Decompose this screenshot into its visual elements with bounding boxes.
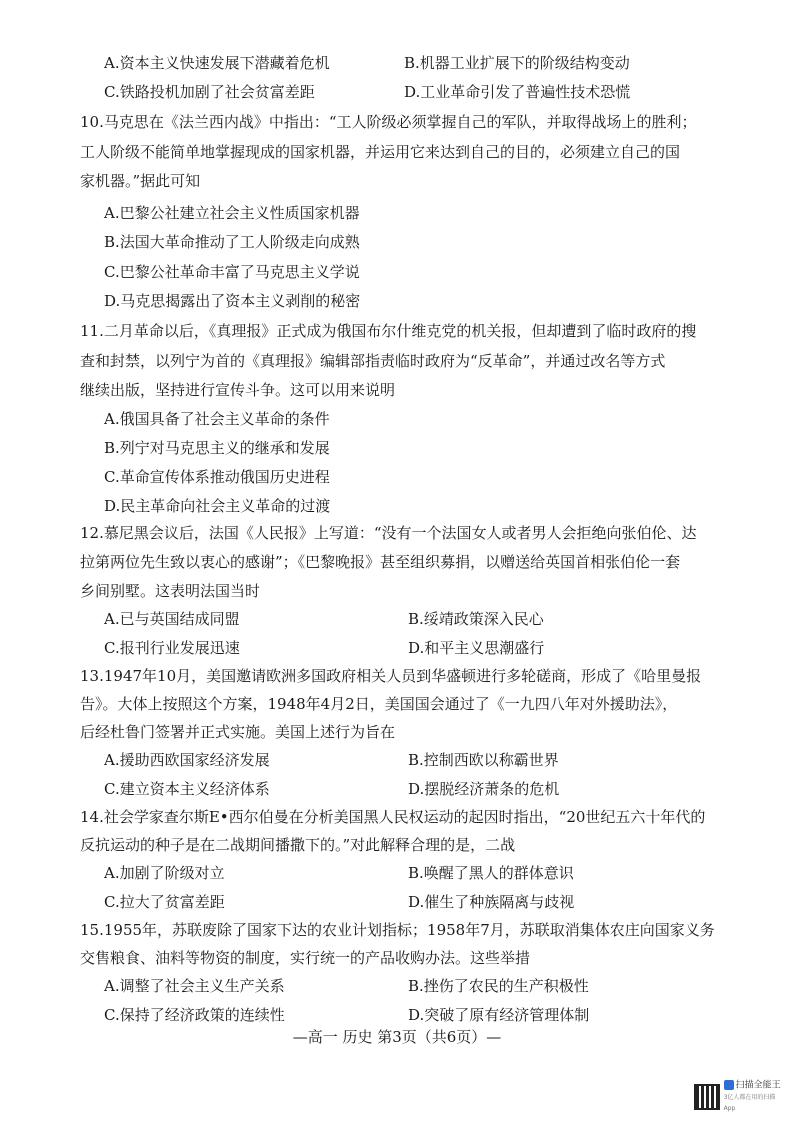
- q9-option-d: D.工业革命引发了普遍性技术恐慌: [404, 83, 631, 101]
- q12-option-a: A.已与英国结成同盟: [104, 610, 240, 628]
- q15-option-c: C.保持了经济政策的连续性: [104, 1006, 285, 1024]
- q13-stem-line-3: 后经杜鲁门签署并正式实施。美国上述行为旨在: [80, 723, 396, 741]
- scanner-badge-text: [724, 1080, 786, 1114]
- q13-option-a: A.援助西欧国家经济发展: [104, 751, 270, 769]
- q11-option-a: A.俄国具备了社会主义革命的条件: [104, 410, 330, 428]
- q12-option-b: B.绥靖政策深入民心: [408, 610, 544, 628]
- q10-option-d: D.马克思揭露出了资本主义剥削的秘密: [104, 292, 361, 310]
- q10-option-c: C.巴黎公社革命丰富了马克思主义学说: [104, 263, 360, 281]
- q15-stem-line-2: 交售粮食、油料等物资的制度，实行统一的产品收购办法。这些举措: [80, 949, 531, 967]
- q14-option-b: B.唤醒了黑人的群体意识: [408, 864, 574, 882]
- q13-option-c: C.建立资本主义经济体系: [104, 780, 270, 798]
- q15-option-b: B.挫伤了农民的生产积极性: [408, 977, 589, 995]
- q9-option-c: C.铁路投机加剧了社会贫富差距: [104, 83, 315, 101]
- q10-option-a: A.巴黎公社建立社会主义性质国家机器: [104, 204, 360, 222]
- q12-stem-line-2: 拉第两位先生致以衷心的感谢”；《巴黎晚报》甚至组织募捐，以赠送给英国首相张伯伦一套: [80, 553, 681, 571]
- q13-option-d: D.摆脱经济萧条的危机: [408, 780, 560, 798]
- scanner-badge-title: 扫描全能王: [735, 1080, 781, 1091]
- q10-stem-line-1: 10.马克思在《法兰西内战》中指出：“工人阶级必须掌握自己的军队，并取得战场上的胜利；: [80, 113, 697, 131]
- q15-option-a: A.调整了社会主义生产关系: [104, 977, 285, 995]
- q14-stem-line-2: 反抗运动的种子是在二战期间播撒下的。”对此解释合理的是，二战: [80, 836, 516, 854]
- q15-stem-line-1: 15.1955年，苏联废除了国家下达的农业计划指标；1958年7月，苏联取消集体农庄向国家义务: [80, 921, 715, 939]
- scanner-badge-subtitle: 3亿人都在用的扫描App: [723, 1093, 776, 1112]
- q11-option-c: C.革命宣传体系推动俄国历史进程: [104, 468, 330, 486]
- q14-option-c: C.拉大了贫富差距: [104, 893, 225, 911]
- q12-option-c: C.报刊行业发展迅速: [104, 639, 240, 657]
- q13-stem-line-1: 13.1947年10月，美国邀请欧洲多国政府相关人员到华盛顿进行多轮磋商，形成了《哈里曼报: [80, 667, 702, 685]
- q12-stem-line-1: 12.慕尼黑会议后，法国《人民报》上写道：“没有一个法国女人或者男人会拒绝向张伯伦、达: [80, 524, 697, 542]
- q14-option-a: A.加剧了阶级对立: [104, 864, 225, 882]
- q11-stem-line-1: 11.二月革命以后，《真理报》正式成为俄国布尔什维克党的机关报，但却遭到了临时政府的搜: [80, 322, 697, 340]
- q12-stem-line-3: 乡间别墅。这表明法国当时: [80, 582, 261, 600]
- q14-stem-line-1: 14.社会学家查尔斯E•西尔伯曼在分析美国黑人民权运动的起因时指出，“20世纪五六十年代的: [80, 808, 706, 826]
- qr-code-icon: [694, 1084, 720, 1110]
- q10-stem-line-3: 家机器。”据此可知: [80, 172, 201, 190]
- q9-option-b: B.机器工业扩展下的阶级结构变动: [404, 54, 630, 72]
- scanner-logo-icon: [724, 1080, 734, 1090]
- scanner-badge: [694, 1080, 786, 1114]
- page-footer: —高一 历史 第3页（共6页）—: [292, 1028, 502, 1046]
- q14-option-d: D.催生了种族隔离与歧视: [408, 893, 575, 911]
- q11-option-d: D.民主革命向社会主义革命的过渡: [104, 497, 331, 515]
- q12-option-d: D.和平主义思潮盛行: [408, 639, 545, 657]
- q15-option-d: D.突破了原有经济管理体制: [408, 1006, 590, 1024]
- q11-stem-line-2: 查和封禁，以列宁为首的《真理报》编辑部指责临时政府为“反革命”，并通过改名等方式: [80, 352, 666, 370]
- q11-option-b: B.列宁对马克思主义的继承和发展: [104, 439, 330, 457]
- q13-option-b: B.控制西欧以称霸世界: [408, 751, 559, 769]
- q10-stem-line-2: 工人阶级不能简单地掌握现成的国家机器，并运用它来达到自己的目的，必须建立自己的国: [80, 143, 681, 161]
- q13-stem-line-2: 告》。大体上按照这个方案，1948年4月2日，美国国会通过了《一九四八年对外援助法》，: [80, 695, 678, 713]
- q9-option-a: A.资本主义快速发展下潜藏着危机: [104, 54, 330, 72]
- q11-stem-line-3: 继续出版，坚持进行宣传斗争。这可以用来说明: [80, 381, 396, 399]
- q10-option-b: B.法国大革命推动了工人阶级走向成熟: [104, 233, 360, 251]
